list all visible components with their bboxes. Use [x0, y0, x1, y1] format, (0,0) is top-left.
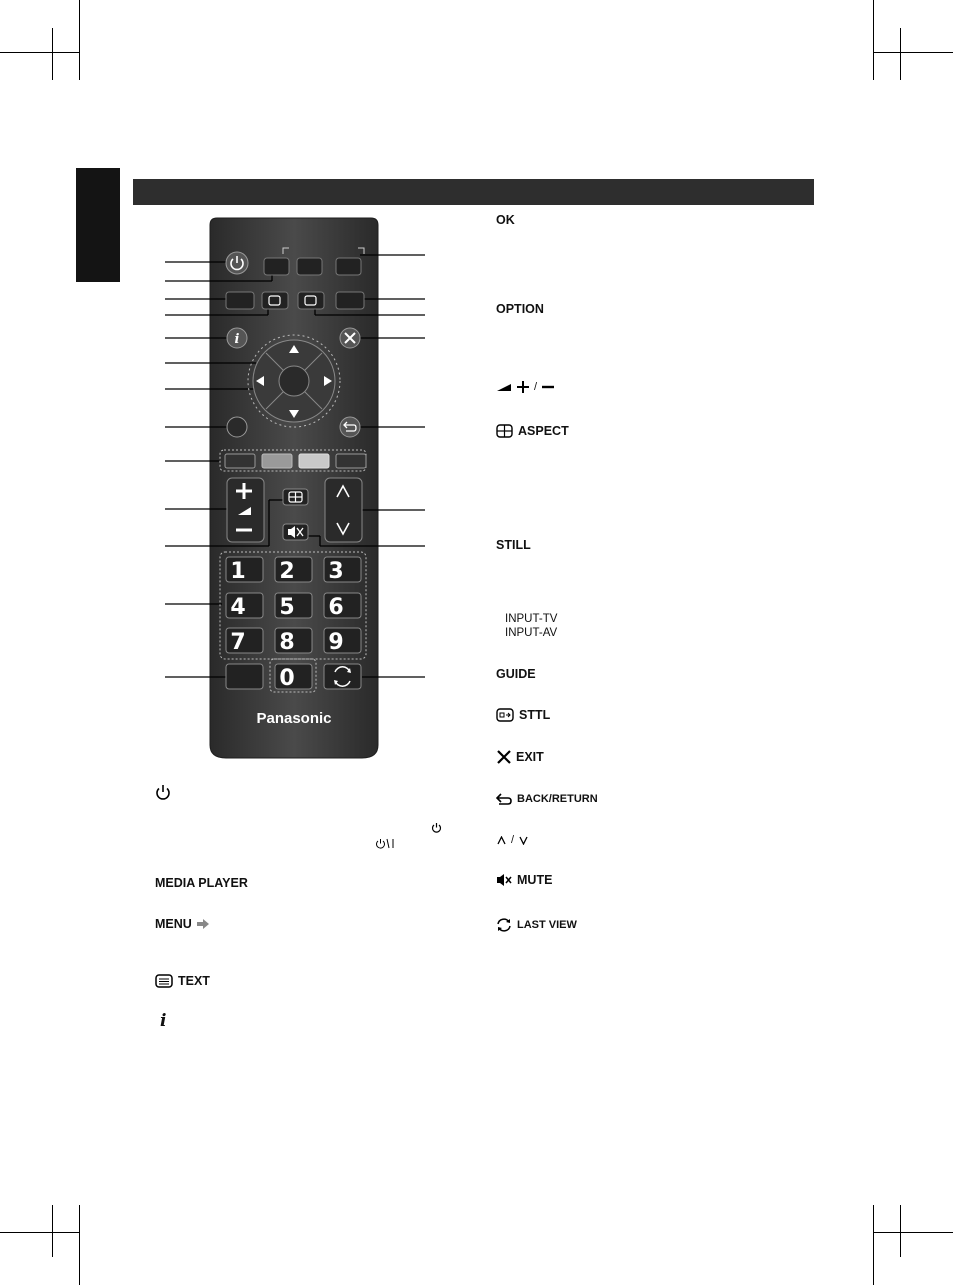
- channel-rocker[interactable]: [325, 478, 362, 542]
- menu-button[interactable]: [226, 292, 254, 309]
- key-9-label: 9: [328, 630, 344, 655]
- key-7-label: 7: [230, 630, 246, 655]
- info-button[interactable]: [227, 328, 247, 348]
- key-1-label: 1: [230, 559, 246, 584]
- power-icon: [431, 822, 442, 833]
- channel-down-icon: [519, 836, 528, 845]
- ok-label: [496, 213, 515, 227]
- volume-icon: [496, 382, 512, 392]
- channel-up-icon: [497, 836, 506, 845]
- guide-label: [496, 667, 536, 681]
- option-button[interactable]: [227, 417, 247, 437]
- back-return-text: BACK/RETURN: [517, 793, 598, 805]
- green-button[interactable]: [262, 454, 292, 468]
- media-player-label: [155, 876, 248, 890]
- power-icon: [155, 784, 171, 800]
- back-return-label: [496, 792, 598, 806]
- sttl-text: STTL: [519, 708, 551, 722]
- media-player-button[interactable]: [264, 258, 289, 275]
- last-view-button[interactable]: [324, 664, 361, 689]
- still-text: STILL: [496, 538, 531, 552]
- plus-icon: [517, 381, 529, 393]
- mute-button[interactable]: [283, 524, 308, 540]
- text-button[interactable]: [262, 292, 288, 309]
- volume-sep: /: [534, 381, 538, 393]
- exit-label: [497, 750, 544, 764]
- brand-logo: Panasonic: [256, 710, 332, 727]
- return-button[interactable]: [340, 417, 360, 437]
- last-view-label: [496, 917, 577, 933]
- info-label: [160, 1011, 167, 1031]
- key-3-label: 3: [328, 559, 344, 584]
- aspect-label: [496, 424, 569, 438]
- minus-icon: [542, 381, 554, 393]
- key-0-label: 0: [279, 666, 295, 691]
- still-label: [496, 538, 531, 552]
- mute-text: MUTE: [517, 873, 553, 887]
- still-button[interactable]: [226, 664, 263, 689]
- subtitle-icon: [496, 708, 514, 722]
- exit-button[interactable]: [340, 328, 360, 348]
- return-icon: [496, 793, 512, 806]
- key-4-label: 4: [230, 595, 246, 620]
- option-text: OPTION: [496, 302, 544, 316]
- aspect-button[interactable]: [283, 489, 308, 505]
- power-standby-icon: [376, 838, 396, 849]
- key-5-label: 5: [279, 595, 295, 620]
- last-view-icon: [496, 917, 512, 933]
- info-icon: i: [160, 1011, 167, 1031]
- blue-button[interactable]: [336, 454, 366, 468]
- menu-text: MENU: [155, 917, 192, 931]
- volume-label: [496, 380, 554, 394]
- option-label: [496, 302, 544, 316]
- power-button[interactable]: [226, 252, 248, 274]
- aspect-text: ASPECT: [518, 424, 569, 438]
- exit-text: EXIT: [516, 750, 544, 764]
- channel-label: [497, 833, 528, 847]
- key-2-label: 2: [279, 559, 295, 584]
- input-av-button[interactable]: [336, 258, 361, 275]
- ok-button[interactable]: [279, 366, 309, 396]
- last-view-text: LAST VIEW: [517, 919, 577, 931]
- key-6-label: 6: [328, 595, 344, 620]
- yellow-button[interactable]: [299, 454, 329, 468]
- text-icon: [155, 974, 173, 988]
- exit-icon: [497, 750, 511, 764]
- subtitle-button[interactable]: [298, 292, 324, 309]
- key-8-label: 8: [279, 630, 295, 655]
- channel-sep: /: [511, 834, 515, 846]
- input-tv-button[interactable]: [297, 258, 322, 275]
- text-label: [155, 974, 210, 988]
- menu-label: [155, 917, 209, 931]
- guide-button[interactable]: [336, 292, 364, 309]
- info-icon: i: [234, 332, 240, 347]
- sttl-label: [496, 708, 550, 722]
- volume-rocker[interactable]: [227, 478, 264, 542]
- red-button[interactable]: [225, 454, 255, 468]
- ok-text: OK: [496, 213, 515, 227]
- aspect-icon: [496, 424, 513, 438]
- mute-label: [496, 873, 552, 887]
- media-player-text: MEDIA PLAYER: [155, 876, 248, 890]
- input-tv-label: INPUT-TV: [505, 613, 558, 625]
- arrow-icon: [197, 919, 209, 929]
- guide-text: GUIDE: [496, 667, 536, 681]
- mute-icon: [496, 873, 512, 887]
- text-text: TEXT: [178, 974, 210, 988]
- power-label: [155, 784, 171, 800]
- input-av-label: INPUT-AV: [505, 627, 558, 639]
